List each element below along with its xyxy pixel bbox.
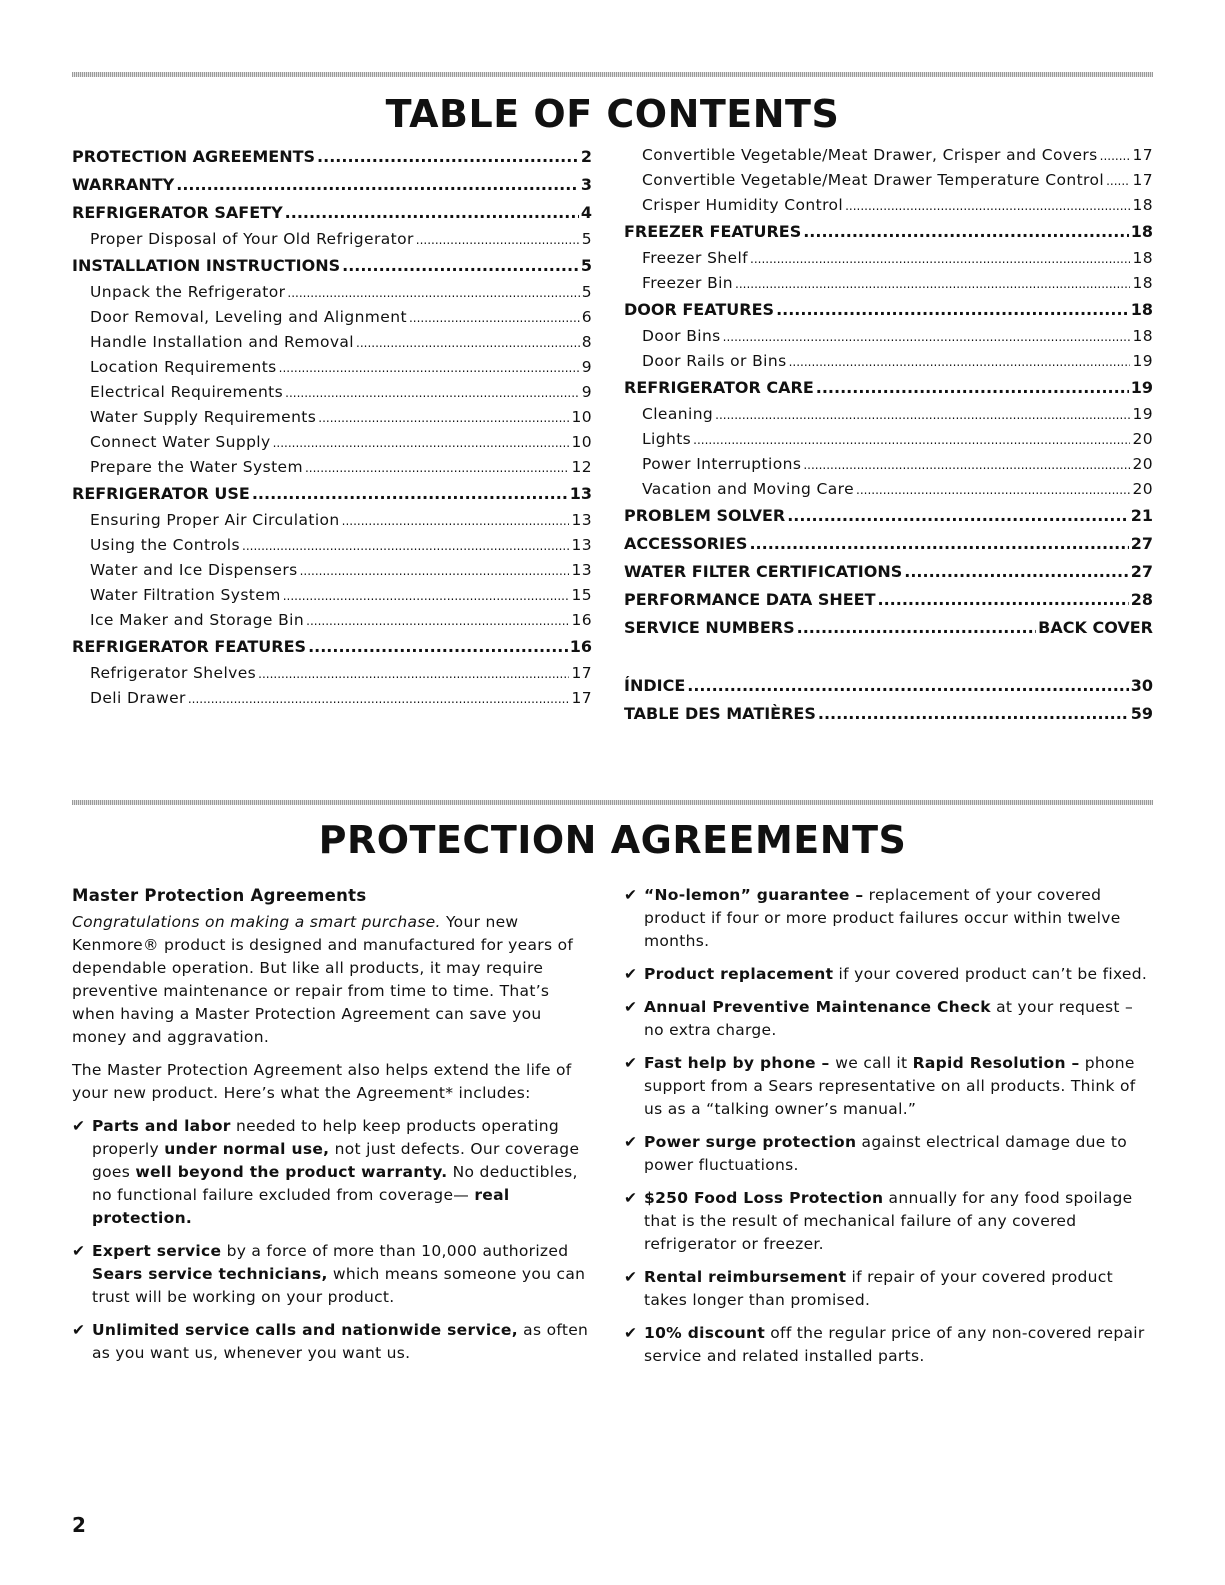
toc-entry-label: PERFORMANCE DATA SHEET [624,590,876,609]
toc-entry[interactable] [624,672,1153,700]
benefit-text: as often as you want us, whenever you want us. [92,1321,589,1362]
toc-entry[interactable] [72,405,592,430]
toc-entry[interactable] [624,452,1153,477]
toc-entry-label: Water Supply Requirements [90,408,317,426]
toc-leader-dots [818,700,1129,728]
toc-entry-label: Handle Installation and Removal [90,333,355,351]
toc-entry[interactable] [72,608,592,633]
toc-entry[interactable] [72,686,592,711]
benefit-highlight: Expert service [92,1242,222,1260]
toc-entry-label: WARRANTY [72,175,175,194]
toc-entry-page: 20 [1132,455,1153,473]
toc-entry[interactable] [72,227,592,252]
benefit-highlight: under normal use, [164,1140,330,1158]
toc-entry[interactable] [72,661,592,686]
toc-entry[interactable] [624,324,1153,349]
toc-leader-dots [787,502,1129,530]
toc-entry-label: Electrical Requirements [90,383,284,401]
middle-divider [72,800,1153,805]
toc-entry-page: 17 [571,689,592,707]
toc-entry-page: 13 [571,511,592,529]
toc-entry-label: REFRIGERATOR CARE [624,378,814,397]
benefit-highlight: real protection. [92,1186,510,1227]
toc-entry-label: PROBLEM SOLVER [624,506,786,525]
protection-right-column [624,884,1153,1378]
toc-entry[interactable] [624,296,1153,324]
checkmark-icon: ✔ [72,1321,86,1339]
intro-italic: Congratulations on making a smart purchase. [72,913,441,931]
benefit-list-right [624,884,1153,1368]
intro-paragraph [72,911,592,1049]
benefit-highlight: Rental reimbursement [644,1268,847,1286]
toc-entry[interactable] [624,402,1153,427]
toc-leader-dots [409,306,580,330]
toc-leader-dots [878,586,1129,614]
toc-entry-label: Using the Controls [90,536,240,554]
toc-leader-dots [252,480,568,508]
benefit-highlight: Annual Preventive Maintenance Check [644,998,991,1016]
toc-entry[interactable] [72,355,592,380]
benefit-text: against electrical damage due to power fluctuations. [644,1133,1128,1174]
benefit-text: phone support from a Sears representative on all products. Think of us as a “talking owner’s manual.” [644,1054,1136,1118]
toc-entry[interactable] [624,374,1153,402]
toc-entry-label: DOOR FEATURES [624,300,775,319]
benefit-highlight: Rapid Resolution – [912,1054,1080,1072]
toc-spacer [624,642,1153,672]
toc-leader-dots [735,272,1130,296]
benefit-highlight: Product replacement [644,965,834,983]
toc-entry[interactable] [624,700,1153,728]
toc-entry-page: 28 [1130,590,1153,609]
toc-entry-page: 30 [1130,676,1153,695]
toc-entry-page: 9 [581,358,592,376]
benefit-text: which means someone you can trust will be working on your product. [92,1265,586,1306]
toc-entry[interactable] [72,558,592,583]
toc-leader-dots [242,534,569,558]
checkmark-icon: ✔ [624,998,638,1016]
benefit-text: replacement of your covered product if four or more product failures occur within twelve months. [644,886,1121,950]
toc-leader-dots [749,530,1128,558]
toc-entry-label: SERVICE NUMBERS [624,618,795,637]
toc-entry[interactable] [624,558,1153,586]
toc-entry-label: Crisper Humidity Control [642,196,844,214]
toc-entry[interactable] [624,502,1153,530]
benefit-highlight: “No-lemon” guarantee – [644,886,864,904]
checkmark-icon: ✔ [624,1268,638,1286]
toc-entry[interactable] [72,480,592,508]
checkmark-icon: ✔ [624,1189,638,1207]
benefit-highlight: Parts and labor [92,1117,231,1135]
toc-entry[interactable] [624,349,1153,374]
benefit-highlight: Sears service technicians, [92,1265,328,1283]
toc-entry-page: 19 [1132,352,1153,370]
toc-entry-page: 5 [581,230,592,248]
toc-entry-page: 19 [1132,405,1153,423]
toc-entry-label: Door Removal, Leveling and Alignment [90,308,407,326]
benefit-item [624,963,1153,986]
toc-leader-dots [1106,169,1130,193]
toc-entry-page: 21 [1130,506,1153,525]
benefit-highlight: well beyond the product warranty. [135,1163,448,1181]
benefit-text: No deductibles, no functional failure excluded from coverage— [92,1163,578,1204]
toc-entry[interactable] [624,246,1153,271]
toc-entry[interactable] [72,430,592,455]
toc-entry-page: 27 [1130,534,1153,553]
toc-entry-page: 16 [571,611,592,629]
toc-entry[interactable] [72,455,592,480]
toc-entry-label: Location Requirements [90,358,277,376]
toc-entry[interactable] [624,586,1153,614]
toc-entry-page: 13 [569,484,592,503]
toc-entry[interactable] [624,614,1153,642]
toc-leader-dots [285,199,579,227]
toc-entry-label: Prepare the Water System [90,458,303,476]
toc-entry-page: 16 [569,637,592,656]
toc-entry-label: Deli Drawer [90,689,186,707]
benefit-text: by a force of more than 10,000 authorized [221,1242,569,1260]
toc-leader-dots [816,374,1129,402]
toc-entry-label: REFRIGERATOR SAFETY [72,203,283,222]
intro-paragraph-2: The Master Protection Agreement also helps extend the life of your new product. Here’s what the Agreement* includes: [72,1061,572,1102]
toc-leader-dots [750,247,1130,271]
top-divider [72,72,1153,77]
toc-entry[interactable] [72,143,592,171]
toc-entry-label: Connect Water Supply [90,433,271,451]
toc-entry[interactable] [624,477,1153,502]
toc-entry[interactable] [624,530,1153,558]
toc-entry[interactable] [624,143,1153,168]
benefit-text: we call it [835,1054,913,1072]
toc-entry-label: Lights [642,430,692,448]
toc-leader-dots [308,633,568,661]
benefit-item [624,1266,1153,1312]
toc-entry-label: Ensuring Proper Air Circulation [90,511,340,529]
toc-entry-page: 13 [571,561,592,579]
toc-leader-dots [258,662,569,686]
toc-entry[interactable] [72,305,592,330]
toc-entry[interactable] [72,633,592,661]
toc-entry-page: 10 [571,408,592,426]
benefit-item [624,1131,1153,1177]
toc-entry-label: Freezer Bin [642,274,734,292]
intro-rest: Your new Kenmore® product is designed and manufactured for years of dependable operation. But like all products, it may require preventive maintenance or repair from time to time. That’s when having a Master Protection Agreement can save you money and aggravation. [72,913,574,1046]
toc-leader-dots [305,456,569,480]
toc-entry-label: Vacation and Moving Care [642,480,855,498]
toc-entry-page: 12 [571,458,592,476]
benefit-highlight: Fast help by phone – [644,1054,836,1072]
toc-entry-page: 19 [1130,378,1153,397]
toc-entry[interactable] [72,380,592,405]
toc-entry-label: Ice Maker and Storage Bin [90,611,305,629]
toc-leader-dots [904,558,1128,586]
checkmark-icon: ✔ [624,965,638,983]
toc-entry-label: Door Bins [642,327,721,345]
toc-entry-page: 27 [1130,562,1153,581]
checkmark-icon: ✔ [624,886,638,904]
checkmark-icon: ✔ [624,1324,638,1342]
toc-entry-label: REFRIGERATOR USE [72,484,250,503]
protection-title: PROTECTION AGREEMENTS [318,818,907,862]
toc-leader-dots [273,431,570,455]
toc-leader-dots [342,252,579,280]
toc-leader-dots [416,228,580,252]
toc-entry-label: REFRIGERATOR FEATURES [72,637,307,656]
toc-leader-dots [1100,144,1131,168]
toc-leader-dots [789,350,1131,374]
benefit-item [624,1322,1153,1368]
toc-entry[interactable] [72,280,592,305]
section-heading: Master Protection Agreements [72,886,367,905]
toc-entry-page: 59 [1130,704,1153,723]
toc-entry[interactable] [72,533,592,558]
toc-entry-label: Water Filtration System [90,586,281,604]
toc-entry-page: 5 [581,283,592,301]
toc-entry-page: 4 [580,203,592,222]
toc-entry-label: Unpack the Refrigerator [90,283,286,301]
toc-entry[interactable] [72,330,592,355]
toc-entry-label: WATER FILTER CERTIFICATIONS [624,562,903,581]
toc-leader-dots [687,672,1128,700]
toc-entry-page: 15 [571,586,592,604]
toc-leader-dots [342,509,570,533]
toc-entry-label: PROTECTION AGREEMENTS [72,147,316,166]
toc-leader-dots [715,403,1130,427]
toc-leader-dots [285,381,580,405]
toc-entry-label: ACCESSORIES [624,534,748,553]
toc-entry-page: 13 [571,536,592,554]
toc-entry-page: 18 [1132,196,1153,214]
toc-entry-page: 8 [581,333,592,351]
toc-entry-label: TABLE DES MATIÈRES [624,704,816,723]
toc-entry-page: 10 [571,433,592,451]
benefit-text: annually for any food spoilage that is the result of mechanical failure of any covered refrigerator or freezer. [644,1189,1133,1253]
toc-entry-label: ÍNDICE [624,676,686,695]
toc-leader-dots [797,614,1037,642]
benefit-text: at your request – no extra charge. [644,998,1134,1039]
toc-left-column [72,143,592,711]
benefit-text: if your covered product can’t be fixed. [833,965,1148,983]
toc-leader-dots [287,281,579,305]
toc-entry-page: 20 [1132,480,1153,498]
toc-entry-page: 18 [1132,327,1153,345]
benefit-highlight: Unlimited service calls and nationwide service, [92,1321,518,1339]
benefit-item [72,1319,592,1365]
toc-entry-page: 18 [1132,249,1153,267]
page-number: 2 [72,1513,86,1537]
toc-entry-page: 3 [580,175,592,194]
checkmark-icon: ✔ [624,1133,638,1151]
toc-entry-page: 20 [1132,430,1153,448]
toc-entry-label: Cleaning [642,405,714,423]
toc-leader-dots [803,218,1129,246]
benefit-list-left [72,1115,592,1365]
toc-leader-dots [279,356,580,380]
toc-entry-label: Convertible Vegetable/Meat Drawer, Crisper and Covers [642,146,1098,164]
benefit-item [624,1187,1153,1256]
toc-entry-page: 2 [580,147,592,166]
benefit-item [624,996,1153,1042]
toc-leader-dots [803,453,1130,477]
toc-title: TABLE OF CONTENTS [385,92,840,136]
benefit-item [624,1052,1153,1121]
protection-left-column [72,884,592,1375]
toc-leader-dots [176,171,579,199]
toc-entry-label: Freezer Shelf [642,249,749,267]
toc-entry-label: Power Interruptions [642,455,802,473]
benefit-item [72,1240,592,1309]
toc-entry-page: 17 [1132,171,1153,189]
toc-entry[interactable] [624,218,1153,246]
toc-entry-page: 18 [1130,300,1153,319]
benefit-highlight: 10% discount [644,1324,766,1342]
benefit-text: needed to help keep products operating properly [92,1117,559,1158]
toc-entry-label: FREEZER FEATURES [624,222,802,241]
toc-right-column [624,143,1153,728]
toc-entry-label: Door Rails or Bins [642,352,787,370]
toc-entry-label: Water and Ice Dispensers [90,561,298,579]
benefit-text: off the regular price of any non-covered repair service and related installed parts. [644,1324,1145,1365]
toc-entry[interactable] [72,171,592,199]
benefit-item [72,1115,592,1230]
toc-leader-dots [723,325,1131,349]
toc-entry-label: Proper Disposal of Your Old Refrigerator [90,230,414,248]
toc-leader-dots [318,406,569,430]
toc-entry-page: 9 [581,383,592,401]
toc-entry[interactable] [72,199,592,227]
toc-entry[interactable] [72,508,592,533]
checkmark-icon: ✔ [624,1054,638,1072]
toc-entry-page: 17 [571,664,592,682]
toc-entry-page: 17 [1132,146,1153,164]
checkmark-icon: ✔ [72,1117,86,1135]
toc-entry-label: Convertible Vegetable/Meat Drawer Temperature Control [642,171,1105,189]
toc-leader-dots [776,296,1129,324]
toc-entry[interactable] [72,252,592,280]
toc-leader-dots [693,428,1130,452]
toc-entry-page: BACK COVER [1038,618,1153,637]
toc-entry[interactable] [624,427,1153,452]
toc-entry-page: 5 [580,256,592,275]
benefit-item [624,884,1153,953]
toc-leader-dots [356,331,580,355]
toc-entry-page: 6 [581,308,592,326]
toc-leader-dots [845,194,1130,218]
benefit-text: if repair of your covered product takes longer than promised. [644,1268,1113,1309]
toc-leader-dots [306,609,569,633]
toc-entry[interactable] [72,583,592,608]
benefit-highlight: $250 Food Loss Protection [644,1189,884,1207]
toc-entry-label: Refrigerator Shelves [90,664,257,682]
benefit-text: not just defects. Our coverage goes [92,1140,580,1181]
toc-leader-dots [317,143,579,171]
toc-entry-page: 18 [1132,274,1153,292]
toc-entry[interactable] [624,271,1153,296]
toc-entry[interactable] [624,168,1153,193]
toc-leader-dots [283,584,570,608]
toc-entry-label: INSTALLATION INSTRUCTIONS [72,256,341,275]
toc-leader-dots [188,687,570,711]
benefit-highlight: Power surge protection [644,1133,857,1151]
toc-entry-page: 18 [1130,222,1153,241]
toc-leader-dots [300,559,570,583]
toc-leader-dots [856,478,1130,502]
checkmark-icon: ✔ [72,1242,86,1260]
toc-entry[interactable] [624,193,1153,218]
